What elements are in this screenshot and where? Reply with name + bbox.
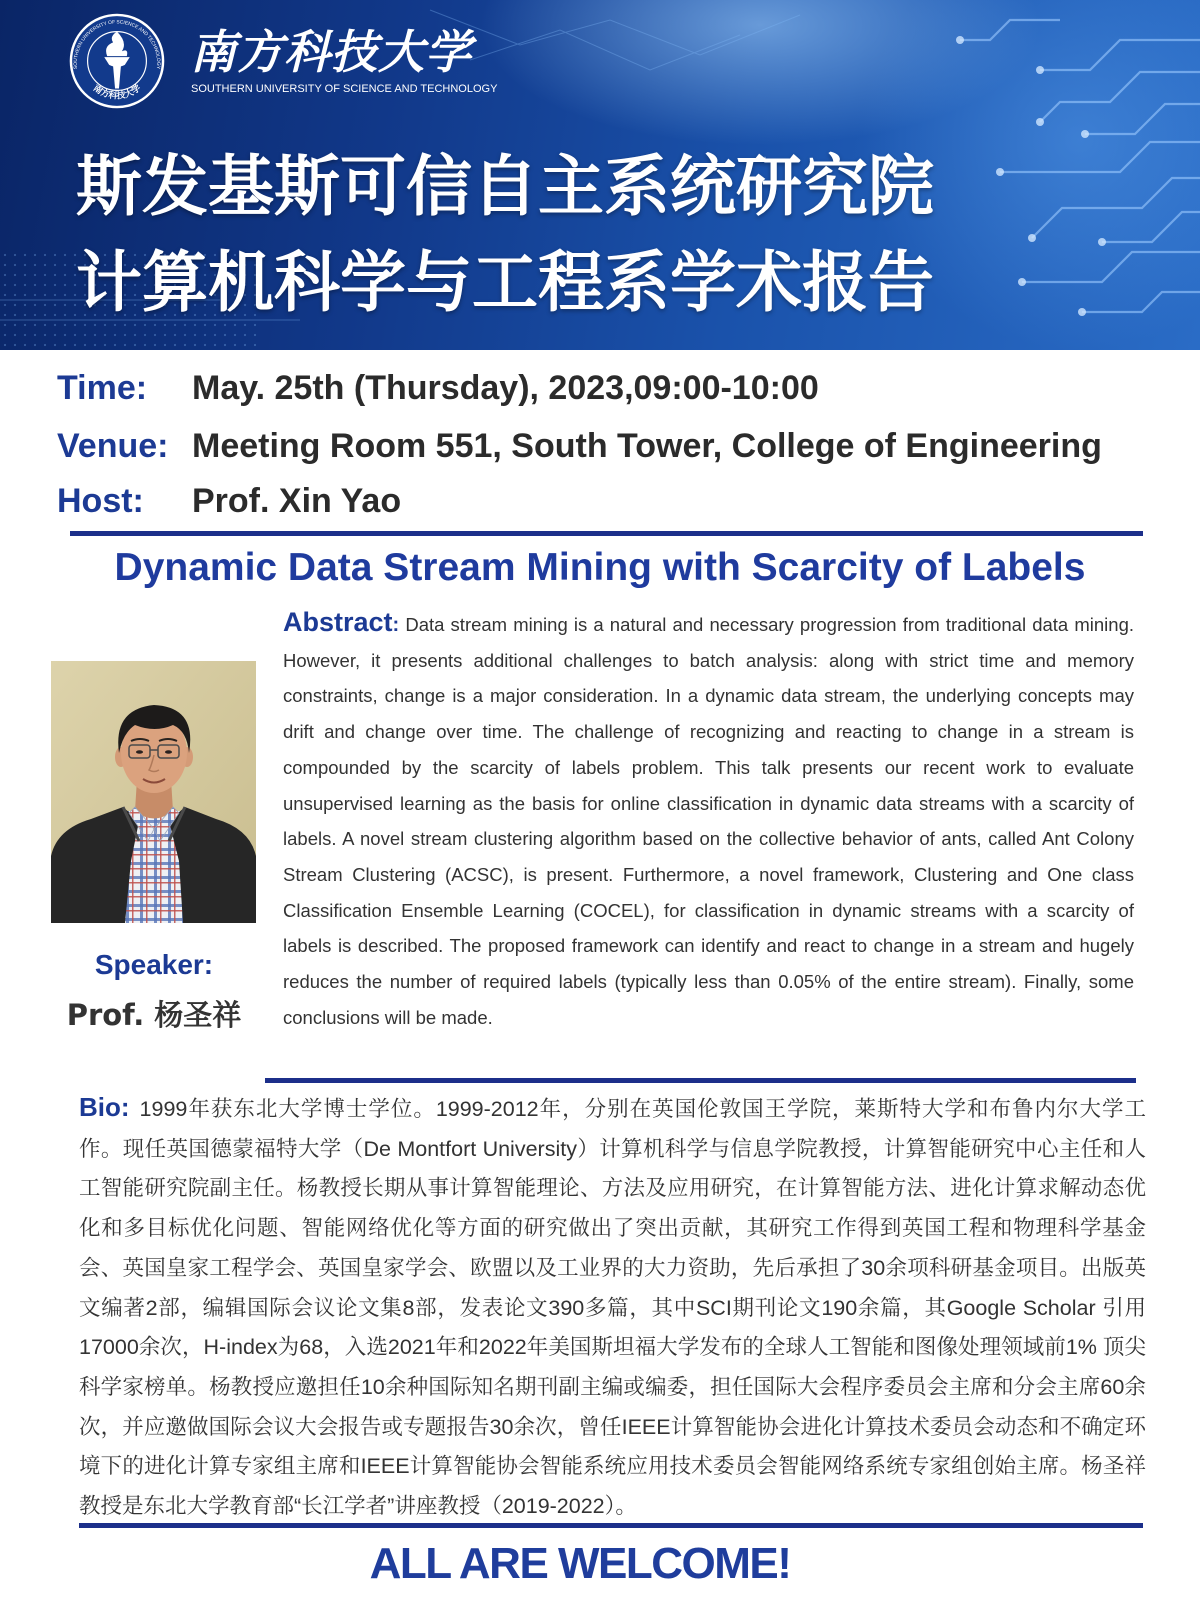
host-label: Host: <box>57 482 144 520</box>
bio-label: Bio: <box>79 1092 130 1122</box>
divider-top <box>70 531 1143 536</box>
welcome-banner: ALL ARE WELCOME! <box>369 1539 791 1588</box>
bio-text: 1999年获东北大学博士学位。1999-2012年，分别在英国伦敦国王学院，莱斯特大学和布鲁内尔大学工作。现任英国德蒙福特大学（De Montfort University）计算机科学与信息学院教授，计算智能研究中心主任和人工智能研究院副主任。杨教授长期从事计算智能理论、方法及应用研究，在计算智能方法、进化计算求解动态优化和多目标优化问题、智能网络优化等方面的研究做出了突出贡献，其研究工作得到英国工程和物理科学基金会、英国皇家工程学会、英国皇家学会、欧盟以及工业界的大力资助，先后承担了30余项科研基金项目。出版英文编著2部，编辑国际会议论文集8部，发表论文390多篇，其中SCI期刊论文190余篇，其Google Scholar 引用17000余次，H-index为68，入选2021年和2022年美国斯坦福大学发布的全球人工智能和图像处理领域前1% 顶尖科学家榜单。杨教授应邀担任10余种国际知名期刊副主编或编委，担任国际大会程序委员会主席和分会主席60余次，并应邀做国际会议大会报告或专题报告30余次，曾任IEEE计算智能协会进化计算技术委员会动态和不确定环境下的进化计算专家组主席和IEEE计算智能协会智能系统应用技术委员会智能网络系统专家组创始主席。杨圣祥教授是东北大学教育部“长江学者”讲座教授（2019-2022）。 <box>79 1097 1146 1519</box>
photo-eye-left <box>136 750 143 754</box>
bio-paragraph <box>79 1090 1146 1527</box>
speaker-name: Prof. 杨圣祥 <box>66 998 242 1032</box>
university-logo <box>68 12 166 110</box>
abstract-label-colon: : <box>392 614 400 636</box>
divider-bio <box>79 1523 1143 1528</box>
poster-title-line-1: 斯发基斯可信自主系统研究院 <box>76 148 934 225</box>
poster-title-line-2: 计算机科学与工程系学术报告 <box>76 244 934 321</box>
venue-row <box>57 424 1177 468</box>
abstract-paragraph <box>283 607 1134 1035</box>
time-value: May. 25th (Thursday), 2023,09:00-10:00 <box>192 369 819 407</box>
logo-bottom-text: 南方科技大学 <box>90 83 144 102</box>
host-row <box>57 479 1177 523</box>
abstract-label: Abstract <box>283 607 393 637</box>
time-row <box>57 366 1177 410</box>
logo-ring-text: SOUTHERN UNIVERSITY OF SCIENCE AND TECHNOLOGY <box>73 20 161 70</box>
speaker-label: Speaker: <box>94 949 214 980</box>
divider-abstract <box>265 1078 1136 1083</box>
venue-label: Venue: <box>57 427 169 465</box>
venue-value: Meeting Room 551, South Tower, College of Engineering <box>192 427 1102 465</box>
university-name-english: SOUTHERN UNIVERSITY OF SCIENCE AND TECHNOLOGY <box>191 83 498 95</box>
university-name-chinese: 南方科技大学 <box>190 25 472 79</box>
host-value: Prof. Xin Yao <box>192 482 402 520</box>
header-banner <box>0 0 1200 350</box>
photo-eye-right <box>165 750 172 754</box>
time-label: Time: <box>57 369 148 407</box>
speaker-photo <box>51 661 256 923</box>
abstract-text: Data stream mining is a natural and necessary progression from traditional data mining. However, it presents additional challenges to batch analysis: along with strict time and memory constraints, change is a major consideration. In a dynamic data stream, the underlying concepts may drift and change over time. The challenge of recognizing and reacting to change in a stream is compounded by the scarcity of labels problem. This talk presents our recent work to evaluate unsupervised learning as the basis for online classification in dynamic data streams with a scarcity of labels. A novel stream clustering algorithm based on the collective behavior of ants, called Ant Colony Stream Clustering (ACSC), is present. Furthermore, a novel framework, Clustering and One class Classification Ensemble Learning (COCEL), for classification in dynamic streams with a scarcity of labels is described. The proposed framework can identify and react to change in a stream and hugely reduces the number of required labels (typically less than 0.05% of the entire stream). Finally, some conclusions will be made. <box>283 614 1134 1028</box>
talk-title: Dynamic Data Stream Mining with Scarcity of Labels <box>114 546 1086 589</box>
